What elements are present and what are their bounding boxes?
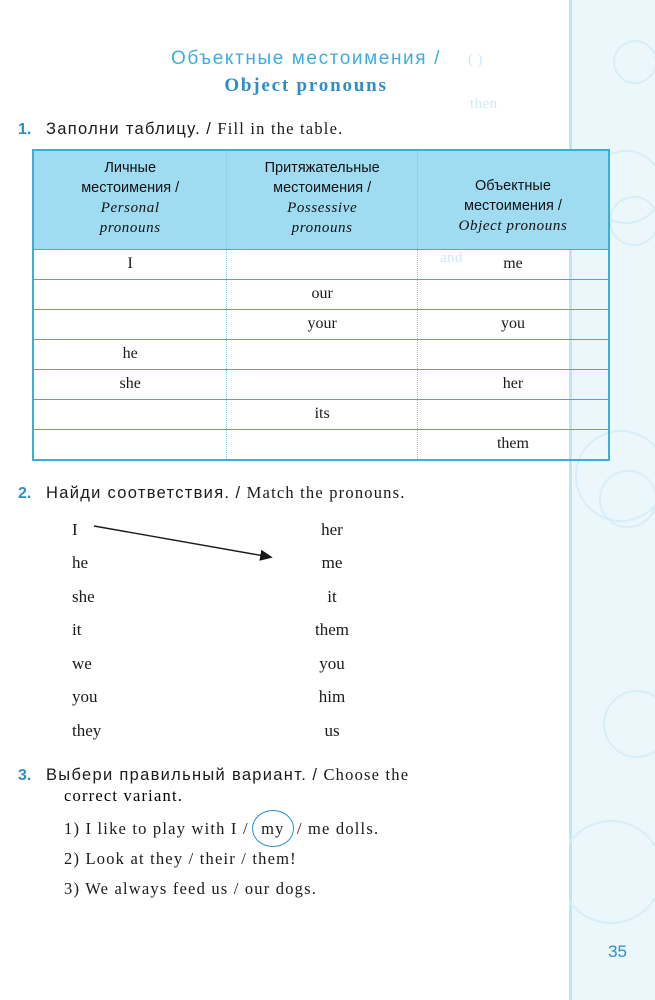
item-text-before[interactable]: I like to play with I / — [85, 818, 249, 838]
table-row — [34, 279, 608, 309]
cell-personal[interactable] — [34, 309, 227, 339]
header-spacer — [424, 161, 602, 177]
list-item[interactable]: them — [315, 620, 349, 640]
instruction-slash: / — [206, 120, 213, 138]
list-item[interactable]: he — [72, 553, 89, 573]
swirl-ornament-icon — [613, 40, 655, 84]
exercise-2 — [18, 483, 598, 743]
cell-possessive[interactable] — [227, 339, 418, 369]
cell-object[interactable] — [417, 339, 608, 369]
list-item[interactable]: you — [319, 653, 345, 673]
list-item — [64, 874, 598, 904]
exercise-1-heading — [18, 119, 598, 139]
cell-possessive[interactable] — [227, 249, 418, 279]
instruction-en: Fill in the table. — [217, 119, 344, 138]
instruction-en: Choose the — [323, 764, 410, 784]
page-title-en: Object pronouns — [224, 75, 388, 96]
table-row — [34, 339, 608, 369]
match-right-column — [282, 513, 382, 748]
cell-personal[interactable]: I — [34, 249, 227, 279]
cell-possessive[interactable]: our — [227, 279, 418, 309]
instruction-ru: Заполни таблицу. — [46, 120, 201, 138]
cell-personal[interactable] — [34, 279, 227, 309]
table-row — [34, 249, 608, 279]
exercise-3-heading — [18, 765, 598, 785]
header-ru-line1: Объектные — [475, 178, 551, 195]
list-item[interactable]: you — [72, 687, 98, 707]
exercise-2-instruction — [46, 483, 406, 503]
table-row — [34, 369, 608, 399]
exercise-3 — [18, 765, 598, 904]
instruction-en: Match the pronouns. — [246, 482, 406, 502]
list-item — [64, 844, 598, 874]
exercise-3-number: 3. — [18, 766, 32, 784]
pronoun-table — [34, 151, 608, 459]
exercise-3-instruction-cont: correct variant. — [64, 785, 184, 805]
cell-object[interactable] — [417, 399, 608, 429]
exercise-3-instruction — [46, 765, 409, 785]
header-en-line1: Personal — [100, 200, 160, 217]
table-header-personal — [34, 151, 227, 249]
item-number: 1) — [64, 818, 81, 838]
table-row — [34, 399, 608, 429]
page-title-ru — [0, 48, 612, 70]
circled-answer[interactable]: my — [254, 814, 291, 844]
list-item[interactable]: us — [324, 720, 340, 740]
table-header-possessive — [227, 151, 418, 249]
header-ru-line1: Личные — [104, 160, 157, 176]
title-slash: / — [434, 48, 441, 69]
cell-object[interactable]: me — [417, 249, 608, 279]
exercise-1-instruction — [46, 119, 343, 139]
cell-personal[interactable]: she — [34, 369, 227, 399]
list-item[interactable]: her — [321, 519, 343, 539]
list-item[interactable]: we — [72, 653, 92, 673]
header-en-line2: pronouns — [291, 220, 353, 237]
list-item[interactable]: him — [318, 687, 346, 707]
match-exercise-area — [64, 513, 598, 743]
instruction-slash: / — [312, 765, 319, 784]
item-number: 2) — [64, 848, 81, 868]
header-ru-line1: Притяжательные — [264, 160, 380, 176]
table-header-object — [417, 151, 608, 249]
header-en-line2: pronouns — [99, 220, 161, 237]
bleed-text: and — [440, 250, 463, 266]
exercise-3-items — [64, 814, 598, 904]
exercise-1-number: 1. — [18, 121, 32, 138]
cell-object[interactable] — [417, 279, 608, 309]
pronoun-table-body — [34, 249, 608, 459]
cell-personal[interactable] — [34, 429, 227, 459]
table-row — [34, 429, 608, 459]
instruction-ru: Выбери правильный вариант. — [46, 765, 308, 784]
bleed-text: then — [470, 96, 498, 112]
list-item[interactable]: it — [327, 586, 337, 606]
table-row — [34, 309, 608, 339]
table-header-row — [34, 151, 608, 249]
item-text-before[interactable]: We always feed us / our dogs. — [85, 878, 318, 898]
header-ru-line2: местоимения / — [463, 197, 562, 214]
exercise-2-heading — [18, 483, 598, 503]
bleed-text: ( ) — [468, 52, 483, 68]
item-number: 3) — [64, 878, 81, 898]
cell-possessive[interactable]: your — [227, 309, 418, 339]
header-ru-line2: местоимения / — [81, 179, 180, 196]
page-number: 35 — [608, 942, 627, 961]
match-left-column — [72, 513, 162, 748]
swirl-ornament-icon — [609, 196, 655, 246]
cell-object[interactable]: you — [417, 309, 608, 339]
item-text-after[interactable]: / me dolls. — [296, 818, 380, 838]
cell-possessive[interactable] — [227, 369, 418, 399]
exercise-1 — [18, 119, 598, 461]
header-en-line1: Object pronouns — [458, 218, 568, 235]
list-item[interactable]: they — [72, 720, 102, 740]
title-ru-text: Объектные местоимения — [171, 48, 428, 69]
header-ru-line2: местоимения / — [273, 179, 372, 196]
instruction-slash: / — [235, 483, 242, 502]
exercise-2-number: 2. — [18, 484, 32, 502]
item-text-before[interactable]: Look at they / their / them! — [85, 848, 297, 868]
cell-possessive[interactable]: its — [227, 399, 418, 429]
list-item[interactable]: she — [72, 586, 95, 606]
cell-object[interactable]: her — [417, 369, 608, 399]
cell-personal[interactable]: he — [34, 339, 227, 369]
pronoun-table-wrapper — [32, 149, 610, 461]
header-en-line1: Possessive — [287, 200, 358, 217]
cell-possessive[interactable] — [227, 429, 418, 459]
list-item[interactable]: me — [321, 553, 343, 573]
instruction-ru: Найди соответствия. — [46, 483, 231, 502]
list-item — [64, 814, 598, 844]
cell-personal[interactable] — [34, 399, 227, 429]
list-item[interactable]: I — [72, 519, 78, 539]
cell-object[interactable]: them — [496, 435, 529, 453]
list-item[interactable]: it — [72, 620, 82, 640]
